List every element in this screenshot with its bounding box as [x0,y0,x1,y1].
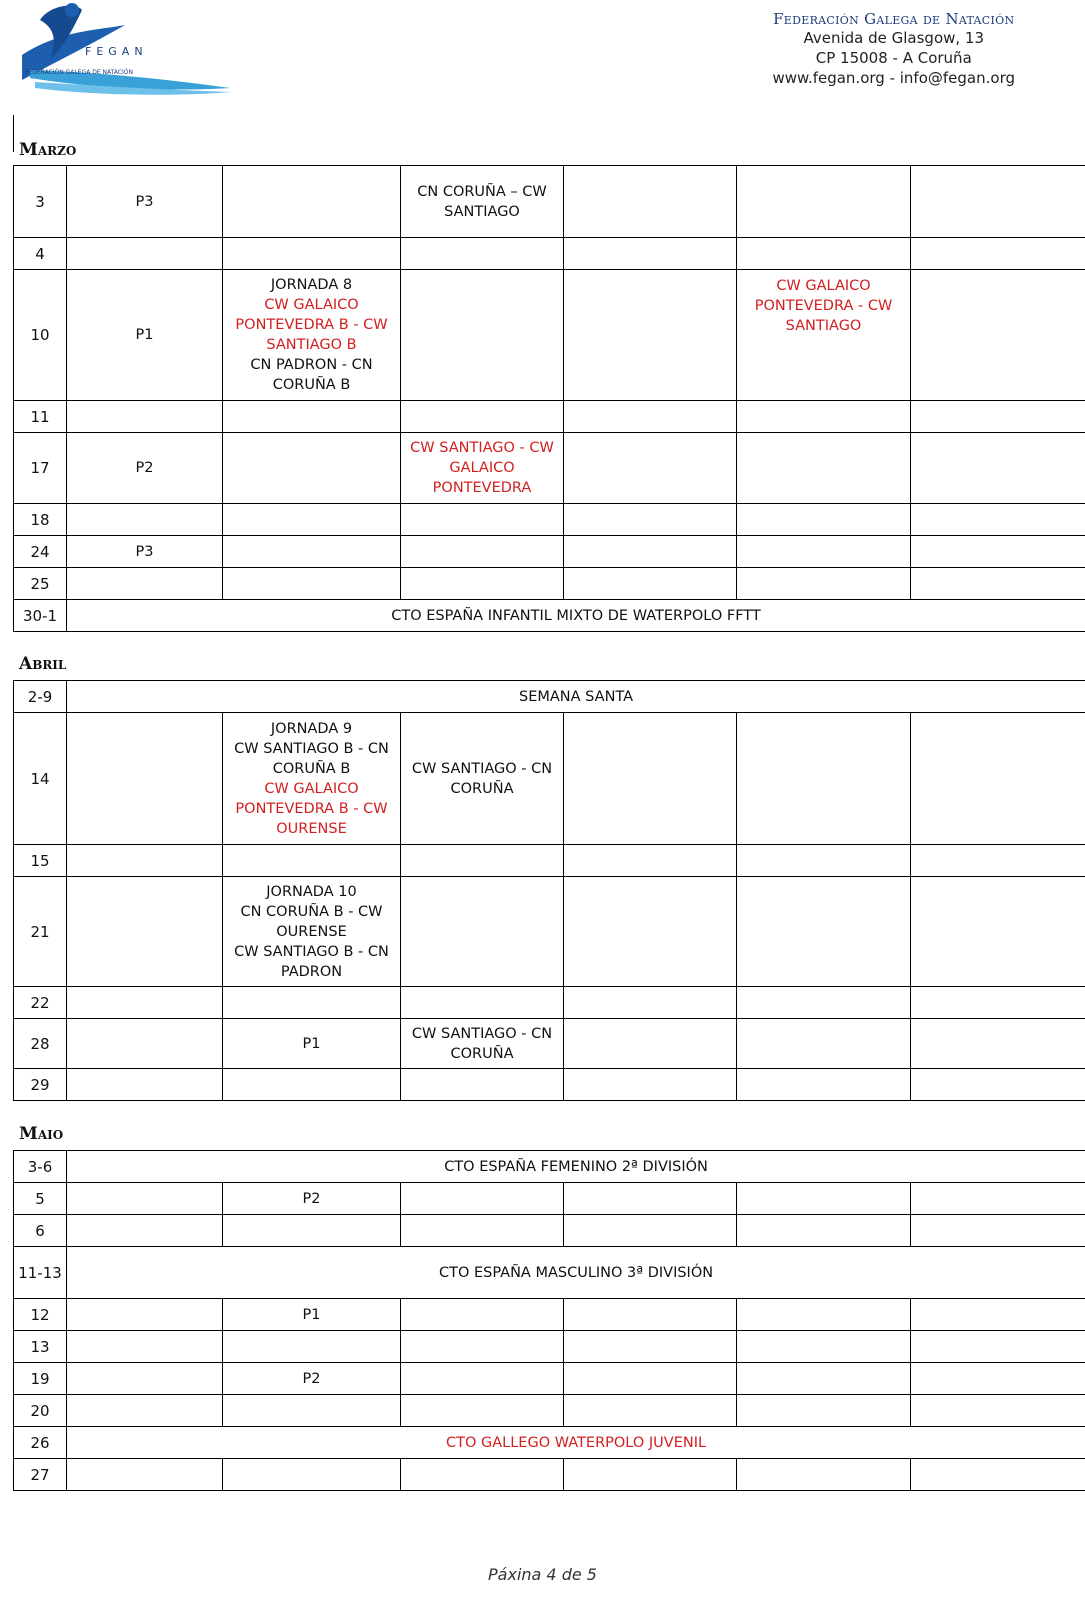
table-row [14,1395,1085,1427]
cell [564,270,737,401]
cell [564,238,737,270]
cell [737,987,911,1019]
cell [737,536,911,568]
cell [67,713,223,845]
cell [401,568,564,600]
event-cell: CTO ESPAÑA INFANTIL MIXTO DE WATERPOLO FFTT [67,600,1085,632]
table-row [14,504,1085,536]
cell [67,1363,223,1395]
cell [564,713,737,845]
cell [223,1459,401,1491]
cell [564,1331,737,1363]
cell: P2 [223,1363,401,1395]
cell [911,1019,1085,1069]
cell [564,401,737,433]
cell [401,401,564,433]
cell [223,1069,401,1101]
cell [401,1363,564,1395]
fegan-logo [20,0,235,100]
table-row [14,987,1085,1019]
cell [564,166,737,238]
match-line: CN PADRON - CN CORUÑA B [250,357,373,393]
left-rule [13,115,14,152]
cell [67,401,223,433]
month-title-marzo: Marzo [19,140,77,160]
cell [67,504,223,536]
table-row [14,1215,1085,1247]
cell: CW GALAICO PONTEVEDRA - CW SANTIAGO [737,270,911,401]
cell [401,1183,564,1215]
event-cell: CTO ESPAÑA FEMENINO 2ª DIVISIÓN [67,1151,1085,1183]
cell [223,845,401,877]
day-cell: 14 [14,713,67,845]
table-row [14,1019,1085,1069]
cell [67,1215,223,1247]
cell: CW SANTIAGO - CN CORUÑA [401,1019,564,1069]
day-cell: 18 [14,504,67,536]
cell [564,1459,737,1491]
day-cell: 3-6 [14,1151,67,1183]
cell [564,987,737,1019]
day-cell: 29 [14,1069,67,1101]
table-row [14,1331,1085,1363]
table-row [14,1459,1085,1491]
day-cell: 6 [14,1215,67,1247]
cell [223,401,401,433]
page-number: Páxina 4 de 5 [488,1565,597,1584]
cell [401,504,564,536]
cell [223,238,401,270]
cell [911,1331,1085,1363]
cell [401,987,564,1019]
table-row [14,401,1085,433]
cell [67,877,223,987]
cell [737,1331,911,1363]
cell: CW SANTIAGO - CW GALAICO PONTEVEDRA [401,433,564,504]
cell: P1 [223,1019,401,1069]
day-cell: 13 [14,1331,67,1363]
cell [67,1331,223,1363]
cell [401,1069,564,1101]
cell [737,1019,911,1069]
cell [737,568,911,600]
cell [737,433,911,504]
day-cell: 15 [14,845,67,877]
day-cell: 3 [14,166,67,238]
day-cell: 19 [14,1363,67,1395]
cell [737,1215,911,1247]
logo-text: FEGAN [85,45,148,58]
table-row [14,1427,1085,1459]
table-row [14,713,1085,845]
cell [564,536,737,568]
cell [67,1183,223,1215]
header-block [773,10,1015,88]
cell [737,1299,911,1331]
day-cell: 24 [14,536,67,568]
cell [911,713,1085,845]
month-title-abril: Abril [19,654,67,674]
table-row [14,1363,1085,1395]
cell [564,877,737,987]
day-cell: 4 [14,238,67,270]
cell [737,1069,911,1101]
cell [564,1069,737,1101]
day-cell: 28 [14,1019,67,1069]
match-line: CN CORUÑA B - CW OURENSE [240,903,383,940]
jornada-title: JORNADA 8 [270,277,353,293]
cell [911,1183,1085,1215]
cell [911,166,1085,238]
jornada-title: JORNADA 10 [266,883,357,900]
cell [223,987,401,1019]
cell [67,568,223,600]
cell [737,166,911,238]
match-line: CW GALAICO PONTEVEDRA B - CW SANTIAGO B [235,297,388,353]
event-cell: SEMANA SANTA [67,681,1085,713]
cell [223,568,401,600]
cell [223,536,401,568]
cell [564,1395,737,1427]
cell [401,1299,564,1331]
cell [737,845,911,877]
day-cell: 17 [14,433,67,504]
cell [67,987,223,1019]
logo-subtext: FEDERACIÓN GALEGA DE NATACIÓN [25,69,134,76]
table-abril [13,680,1085,1101]
cell [223,504,401,536]
cell [911,238,1085,270]
day-cell: 11 [14,401,67,433]
org-name: Federación Galega de Natación [773,10,1015,28]
cell [67,845,223,877]
cell [737,1459,911,1491]
day-cell: 26 [14,1427,67,1459]
cell [564,568,737,600]
day-cell: 2-9 [14,681,67,713]
cell [564,433,737,504]
table-row [14,681,1085,713]
day-cell: 20 [14,1395,67,1427]
event-cell: CTO GALLEGO WATERPOLO JUVENIL [67,1427,1085,1459]
table-row [14,433,1085,504]
web-line: www.fegan.org - info@fegan.org [772,69,1015,87]
cell [223,166,401,238]
cell [737,1363,911,1395]
cell [401,845,564,877]
cell [401,1395,564,1427]
event-cell: CTO ESPAÑA MASCULINO 3ª DIVISIÓN [67,1247,1085,1299]
cell [67,1069,223,1101]
table-row [14,1069,1085,1101]
table-row [14,270,1085,401]
cell [911,1459,1085,1491]
match-line: CW SANTIAGO B - CN PADRON [234,943,389,980]
day-cell: 5 [14,1183,67,1215]
jornada-cell [223,270,401,401]
day-cell: 27 [14,1459,67,1491]
cell [737,401,911,433]
cell [223,1395,401,1427]
cell [911,568,1085,600]
table-row [14,1183,1085,1215]
jornada-cell [223,877,401,987]
cell [911,987,1085,1019]
jornada-cell [223,713,401,845]
cell [911,401,1085,433]
day-cell: 25 [14,568,67,600]
cell [737,504,911,536]
cell: P3 [67,536,223,568]
cell [911,433,1085,504]
cell: P3 [67,166,223,238]
cell [911,1069,1085,1101]
cell [564,1215,737,1247]
cell [564,1019,737,1069]
table-row [14,1247,1085,1299]
cell [401,877,564,987]
cell [911,536,1085,568]
day-cell: 10 [14,270,67,401]
cell [564,845,737,877]
cell [67,1459,223,1491]
cell [737,238,911,270]
table-maio [13,1150,1085,1491]
cell: P2 [67,433,223,504]
day-cell: 30-1 [14,600,67,632]
day-cell: 11-13 [14,1247,67,1299]
table-row [14,166,1085,238]
table-row [14,600,1085,632]
cell [911,504,1085,536]
cell: P1 [223,1299,401,1331]
month-title-maio: Maio [19,1124,64,1144]
cell [401,1459,564,1491]
postal-line: CP 15008 - A Coruña [815,49,972,67]
match-line: CW GALAICO PONTEVEDRA B - CW OURENSE [235,780,388,837]
table-row [14,1151,1085,1183]
match-line: CW SANTIAGO B - CN CORUÑA B [234,740,389,777]
cell [401,536,564,568]
cell [401,238,564,270]
cell [564,504,737,536]
cell [911,877,1085,987]
day-cell: 12 [14,1299,67,1331]
cell [737,1183,911,1215]
cell: CW SANTIAGO - CN CORUÑA [401,713,564,845]
cell [564,1363,737,1395]
table-marzo [13,165,1085,632]
cell [737,1395,911,1427]
cell [401,270,564,401]
cell [911,1395,1085,1427]
table-row [14,568,1085,600]
day-cell: 21 [14,877,67,987]
cell [67,238,223,270]
cell: P1 [67,270,223,401]
cell [67,1395,223,1427]
cell [223,1331,401,1363]
cell [737,713,911,845]
cell [911,1363,1085,1395]
cell [911,845,1085,877]
table-row [14,1299,1085,1331]
cell [67,1019,223,1069]
table-row [14,536,1085,568]
cell [67,1299,223,1331]
jornada-title: JORNADA 9 [270,720,353,737]
cell [737,877,911,987]
cell: P2 [223,1183,401,1215]
table-row [14,877,1085,987]
cell: CN CORUÑA – CW SANTIAGO [401,166,564,238]
table-row [14,238,1085,270]
cell [401,1215,564,1247]
cell [223,433,401,504]
address-line: Avenida de Glasgow, 13 [803,29,985,47]
cell [911,1299,1085,1331]
cell [401,1331,564,1363]
cell [564,1299,737,1331]
table-row [14,845,1085,877]
cell [911,270,1085,401]
day-cell: 22 [14,987,67,1019]
cell [223,1215,401,1247]
cell [564,1183,737,1215]
cell [911,1215,1085,1247]
